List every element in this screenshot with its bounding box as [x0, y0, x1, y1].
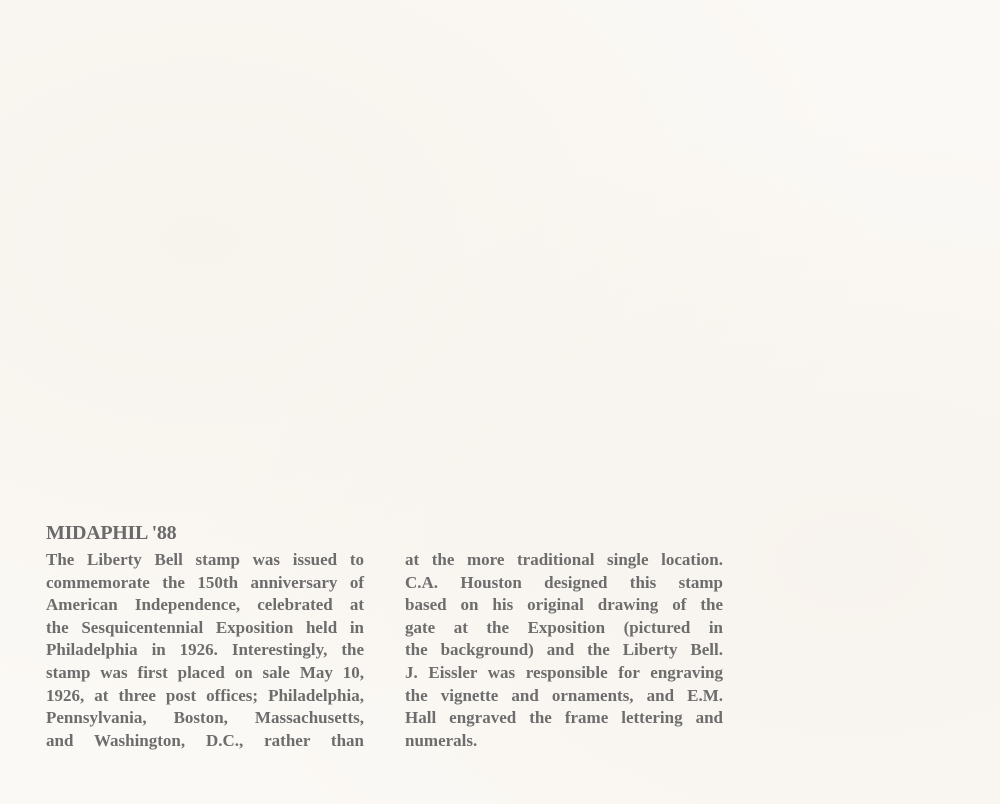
text-line: C.A. Houston designed this stamp: [405, 572, 723, 592]
text-line: the Sesquicentennial Exposition held in: [46, 617, 364, 637]
text-line: Pennsylvania, Boston, Massachusetts,: [46, 708, 364, 728]
text-line: numerals.: [405, 730, 478, 750]
text-line: commemorate the 150th anniversary of: [46, 572, 364, 592]
text-line: based on his original drawing of the: [405, 595, 723, 615]
text-column-left: [46, 549, 364, 752]
text-line: and Washington, D.C., rather than: [46, 730, 364, 750]
text-line: the vignette and ornaments, and E.M.: [405, 685, 723, 705]
text-line: stamp was first placed on sale May 10,: [46, 662, 364, 682]
text-line: American Independence, celebrated at: [46, 595, 364, 615]
text-line: Hall engraved the frame lettering and: [405, 708, 723, 728]
text-line: 1926, at three post offices; Philadelphia,: [46, 685, 364, 705]
text-line: gate at the Exposition (pictured in: [405, 617, 723, 637]
page-title: MIDAPHIL '88: [46, 522, 177, 544]
text-line: Philadelphia in 1926. Interestingly, the: [46, 640, 364, 660]
text-line: J. Eissler was responsible for engraving: [405, 662, 723, 682]
text-column-right: [405, 549, 723, 752]
text-line: the background) and the Liberty Bell.: [405, 640, 723, 660]
text-line: at the more traditional single location.: [405, 550, 723, 569]
text-line: The Liberty Bell stamp was issued to: [46, 550, 364, 569]
